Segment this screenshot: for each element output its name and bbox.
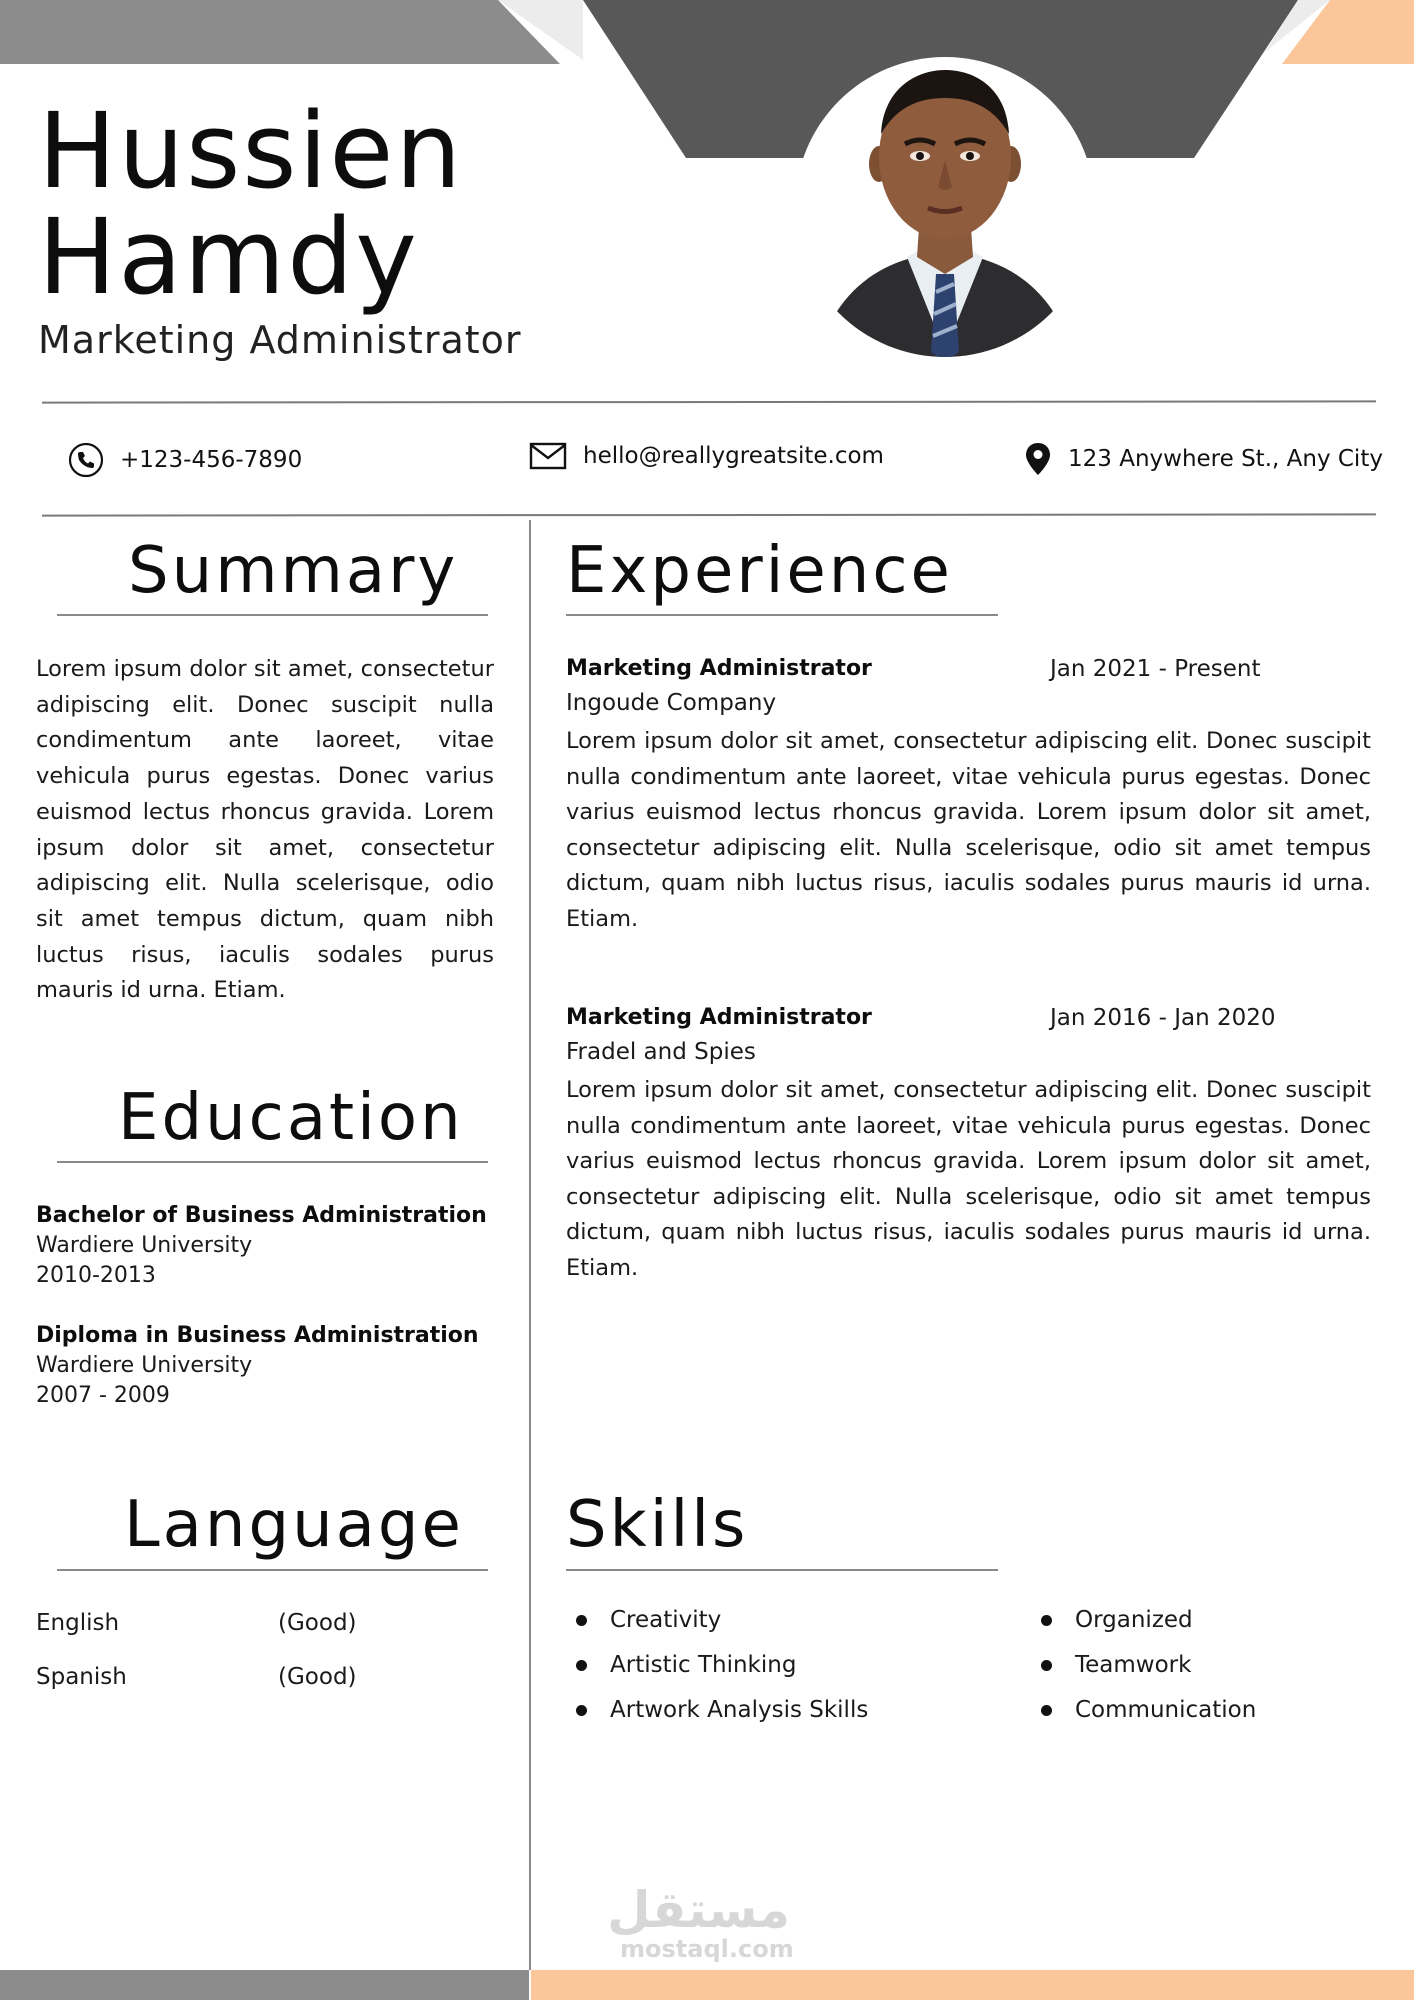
experience-item [566,1005,1371,1287]
bottom-left-gray-bar [0,1970,529,2000]
mostaql-watermark [607,1881,794,1963]
education-years: 2010-2013 [36,1263,156,1288]
summary-underline [57,614,488,616]
contact-email [529,442,884,470]
language-heading: Language [124,1488,464,1562]
education-years: 2007 - 2009 [36,1383,170,1408]
summary-heading: Summary [128,534,459,608]
experience-description: Lorem ipsum dolor sit amet, consectetur adipiscing elit. Donec suscipit nulla condimentum ante laoreet, vitae vehicula purus egestas. Donec varius euismod lectus rhoncus gravida. Lorem ipsum dolor sit amet, consectetur adipiscing elit. Nulla scelerisque, odio sit amet tempus dictum, quam nibh luctus risus, iaculis sodales purus mauris id urna. Etiam. [566,728,1371,932]
skill-item: Artistic Thinking [566,1649,868,1694]
education-degree: Bachelor of Business Administration [36,1203,487,1228]
education-underline [57,1161,488,1163]
profile-photo [795,52,1095,362]
experience-company: Ingoude Company [566,690,777,716]
candidate-name [38,90,464,318]
skills-list-left [566,1604,868,1739]
address-text: 123 Anywhere St., Any City [1068,446,1383,472]
summary-text: Lorem ipsum dolor sit amet, consectetur adipiscing elit. Donec suscipit nulla condimentum ante laoreet, vitae vehicula purus egestas. Donec varius euismod lectus rhoncus gravida. Lorem ipsum dolor sit amet, consectetur adipiscing elit. Nulla scelerisque, odio sit amet tempus dictum, quam nibh luctus risus, iaculis sodales purus mauris id urna. Etiam. [36,656,494,1004]
language-item [36,1664,357,1690]
skill-item: Creativity [566,1604,868,1649]
education-item [36,1201,487,1291]
watermark-arabic: مستقل [607,1881,790,1939]
skills-underline [566,1569,998,1571]
skill-item: Teamwork [1031,1649,1256,1694]
experience-heading: Experience [566,534,953,608]
phone-text: +123-456-7890 [120,447,303,473]
top-left-gray-band [0,0,560,64]
language-underline [57,1569,488,1571]
first-name: Hussien [38,90,464,212]
bottom-right-peach-bar [531,1970,1414,2000]
experience-role: Marketing Administrator [566,1005,872,1030]
mail-icon [529,442,567,470]
last-name: Hamdy [38,196,419,318]
language-item [36,1610,357,1636]
skill-item: Communication [1031,1694,1256,1739]
language-level: (Good) [278,1610,357,1636]
job-title: Marketing Administrator [38,318,522,362]
contact-address [1024,442,1383,476]
skill-item: Organized [1031,1604,1256,1649]
email-text: hello@reallygreatsite.com [583,443,884,469]
skills-heading: Skills [566,1488,749,1562]
watermark-latin: mostaql.com [620,1935,794,1963]
experience-underline [566,614,998,616]
language-name: English [36,1610,120,1636]
education-item [36,1321,479,1411]
experience-company: Fradel and Spies [566,1039,756,1065]
contact-phone [68,442,302,478]
experience-role: Marketing Administrator [566,656,872,681]
experience-dates: Jan 2021 - Present [1050,656,1261,682]
experience-description: Lorem ipsum dolor sit amet, consectetur adipiscing elit. Donec suscipit nulla condimentum ante laoreet, vitae vehicula purus egestas. Donec varius euismod lectus rhoncus gravida. Lorem ipsum dolor sit amet, consectetur adipiscing elit. Nulla scelerisque, odio sit amet tempus dictum, quam nibh luctus risus, iaculis sodales purus mauris id urna. Etiam. [566,1077,1371,1281]
experience-dates: Jan 2016 - Jan 2020 [1050,1005,1276,1031]
education-heading: Education [118,1081,464,1155]
language-level: (Good) [278,1664,357,1690]
education-school: Wardiere University [36,1233,253,1258]
location-pin-icon [1024,442,1052,476]
skills-list-right [1031,1604,1256,1739]
education-school: Wardiere University [36,1353,253,1378]
skill-item: Artwork Analysis Skills [566,1694,868,1739]
education-degree: Diploma in Business Administration [36,1323,479,1348]
language-name: Spanish [36,1664,127,1690]
column-divider [529,520,531,1970]
phone-icon [68,442,104,478]
experience-item [566,656,1371,938]
